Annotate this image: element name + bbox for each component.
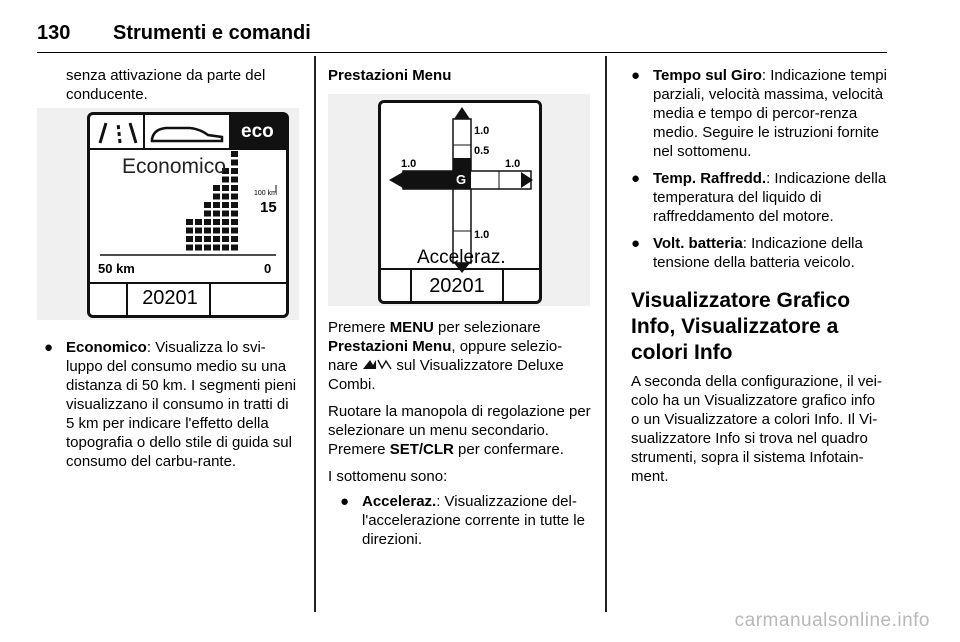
bullet-term: Acceleraz.: [362, 493, 437, 510]
consumption-segment: [213, 211, 220, 217]
section-paragraph: A seconda della configurazione, il vei-colo ha un Visualizzatore grafico info o un Visualizzatore a colori Info. Il Vi-sualizzatore Info si trova nel quadro strumenti, sopra il sistema Infotain-ment.: [631, 373, 882, 485]
paragraph-rotate: [328, 402, 592, 459]
watermark: carmanualsonline.info: [734, 610, 930, 631]
eco-value-15: 15: [260, 199, 277, 216]
v-bottom-label: 1.0: [474, 229, 490, 241]
acceleration-caption: Acceleraz.: [417, 247, 506, 268]
column-2-body: [328, 318, 592, 549]
consumption-segment: [213, 228, 220, 234]
consumption-segment: [231, 236, 238, 242]
v-mid-label: 0.5: [474, 145, 490, 157]
consumption-segment: [204, 236, 211, 242]
paragraph-menu: [328, 318, 592, 394]
text: Premere: [328, 319, 390, 336]
eco-unit: 100 km: [254, 190, 277, 197]
acceleration-odometer: 20201: [429, 275, 485, 297]
bullet-dot: ●: [44, 339, 54, 356]
consumption-segment: [231, 168, 238, 174]
consumption-segment: [231, 245, 238, 251]
consumption-segment: [204, 202, 211, 208]
consumption-segment: [222, 185, 229, 191]
bullet-text: : Visualizza lo svi-luppo del consumo medio su una distanza di 50 km. I segmenti pieni visualizzano il consumo in tratti di 5 km per indicare l'effetto della topografia o dello stile di guida sul consumo del carbu-rante.: [66, 339, 297, 470]
consumption-segment: [204, 211, 211, 217]
bullet-dot: ●: [631, 170, 641, 187]
page-header: [37, 22, 887, 53]
consumption-segment: [195, 219, 202, 225]
text: per selezionare: [433, 319, 541, 336]
acceleration-display-drawing: [381, 103, 539, 301]
eco-odometer: 20201: [142, 287, 198, 309]
bullet-tempo-giro: [631, 66, 887, 161]
bullet-dot: ●: [631, 235, 641, 252]
consumption-segment: [186, 236, 193, 242]
bullet-dot: ●: [631, 67, 641, 84]
consumption-segment: [231, 202, 238, 208]
eco-figure: [37, 108, 299, 320]
acceleration-figure: [328, 94, 590, 306]
consumption-segment: [231, 194, 238, 200]
bullet-text: : Indicazione della temperatura del liquido di raffreddamento del motore.: [653, 170, 887, 225]
consumption-segment: [231, 211, 238, 217]
consumption-segment: [195, 228, 202, 234]
text: , oppure selezio-nare: [328, 338, 563, 374]
consumption-segment: [204, 245, 211, 251]
column-1-bullets: [44, 338, 300, 471]
bullet-acceleraz: [340, 492, 592, 549]
prestazioni-heading: Prestazioni Menu: [328, 67, 452, 84]
bullet-term: Temp. Raffredd.: [653, 170, 767, 187]
consumption-segment: [213, 202, 220, 208]
v-top-label: 1.0: [474, 125, 490, 137]
text: Ruotare la manopola di regolazione per selezionare un menu secondario. Premere: [328, 403, 591, 458]
consumption-segment: [204, 219, 211, 225]
consumption-segment: [222, 211, 229, 217]
consumption-segment: [231, 228, 238, 234]
page-number: 130: [37, 22, 71, 44]
bullet-text: : Indicazione tempi parziali, velocità massima, velocità media e tempo di percor-renza medio. Seguire le istruzioni fornite nel sottomenu.: [653, 67, 887, 160]
consumption-segment: [186, 245, 193, 251]
eco-scale-right: 0: [264, 261, 272, 276]
bullet-temp-raffredd: [631, 169, 887, 226]
bullet-dot: ●: [340, 493, 350, 510]
consumption-segment: [222, 236, 229, 242]
arrow-up: [454, 107, 470, 119]
consumption-segment: [213, 194, 220, 200]
consumption-segment: [222, 228, 229, 234]
text: sul Visualizzatore Deluxe Combi.: [328, 357, 564, 393]
consumption-segment: [213, 185, 220, 191]
consumption-segment: [222, 202, 229, 208]
eco-tab-label: eco: [241, 121, 274, 142]
section-heading: Visualizzatore Grafico Info, Visualizzatore a colori Info: [631, 289, 851, 364]
submenu-intro: I sottomenu sono:: [328, 468, 448, 485]
g-label: G: [456, 172, 467, 187]
consumption-segment: [231, 151, 238, 157]
bullet-term: Tempo sul Giro: [653, 67, 762, 84]
menu-keyword: MENU: [389, 319, 434, 336]
consumption-segment: [195, 245, 202, 251]
lane-icon: [100, 123, 136, 143]
consumption-segment: [231, 160, 238, 166]
column-3: [631, 66, 887, 486]
bullet-text: : Indicazione della tensione della batteria veicolo.: [653, 235, 863, 271]
consumption-segment: [195, 236, 202, 242]
consumption-segment: [213, 219, 220, 225]
consumption-segment: [186, 219, 193, 225]
eco-display-drawing: [90, 115, 286, 315]
bullet-term: Volt. batteria: [653, 235, 743, 252]
consumption-segment: [222, 245, 229, 251]
bullet-volt-batteria: [631, 234, 887, 272]
bullet-term: Economico: [66, 339, 147, 356]
consumption-segment: [222, 194, 229, 200]
consumption-segment: [222, 219, 229, 225]
h-left-label: 1.0: [401, 158, 417, 170]
prestazioni-keyword: Prestazioni Menu: [328, 338, 452, 355]
arrow-left: [389, 172, 403, 188]
column-divider: [314, 56, 316, 612]
eco-display: [87, 112, 289, 318]
consumption-segment: [204, 228, 211, 234]
consumption-segment: [213, 245, 220, 251]
text: per confermare.: [453, 441, 564, 458]
column-divider: [605, 56, 607, 612]
consumption-segment: [231, 177, 238, 183]
consumption-segment: [231, 185, 238, 191]
intro-text: senza attivazione da parte del conducente.: [66, 67, 266, 103]
section-title: Strumenti e comandi: [113, 22, 311, 44]
h-right-label: 1.0: [505, 158, 521, 170]
column-1: [66, 66, 302, 104]
bullet-text: : Visualizzazione del-l'accelerazione corrente in tutte le direzioni.: [362, 493, 585, 548]
adjust-control-icon: [362, 358, 392, 371]
consumption-segment: [213, 236, 220, 242]
consumption-segment: [231, 219, 238, 225]
set-clr-keyword: SET/CLR: [389, 441, 454, 458]
eco-scale-left: 50 km: [98, 261, 135, 276]
acceleration-display: [378, 100, 542, 304]
eco-title: Economico: [122, 155, 226, 178]
car-icon: [152, 128, 222, 141]
bullet-economico: [44, 338, 300, 471]
column-2-heading: [328, 66, 592, 85]
consumption-segment: [186, 228, 193, 234]
